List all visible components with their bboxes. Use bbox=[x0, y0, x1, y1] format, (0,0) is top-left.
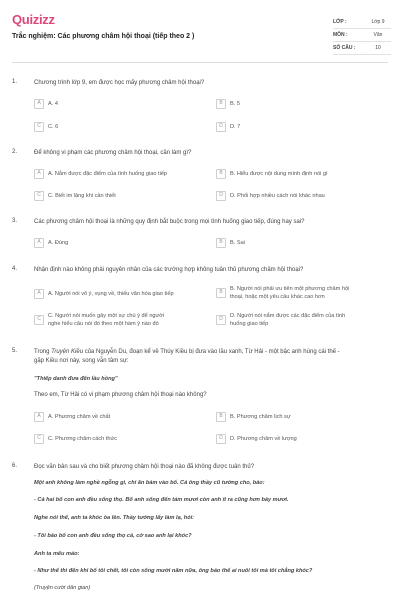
header-divider bbox=[12, 62, 388, 63]
question-2 bbox=[12, 149, 388, 205]
passage-source: (Truyện cười dân gian) bbox=[34, 585, 91, 591]
passage-line: Nghe nói thế, anh ta khóc òa lên. Thầy tướng lấy làm lạ, hỏi: bbox=[34, 515, 195, 521]
option-text: D. 7 bbox=[230, 124, 241, 130]
option-letter-box: C bbox=[34, 122, 44, 132]
meta-row-subject bbox=[333, 29, 391, 42]
option-text: D. Phương châm về lượng bbox=[230, 436, 297, 442]
question-number: 2. bbox=[12, 149, 18, 155]
option-text: C. Phương châm cách thức bbox=[48, 436, 117, 442]
option-letter-box: A bbox=[34, 289, 44, 299]
question-number: 3. bbox=[12, 218, 18, 224]
option-text-line: B. Người nói phải ưu tiên một phương châm hội bbox=[230, 286, 350, 292]
question-followup: Theo em, Từ Hải có vi phạm phương châm hội thoại nào không? bbox=[34, 392, 207, 398]
passage-line: Một anh không làm nghề ngỗng gì, chỉ ăn bám vào bố. Cả ông thầy cũ tưởng cho, bảo: bbox=[34, 480, 265, 486]
option-text: A. Phương châm về chất bbox=[48, 414, 111, 420]
option-text: C. Biết im lặng khi cần thiết bbox=[48, 193, 116, 199]
option-text bbox=[48, 312, 164, 328]
option-text: D. Phối hợp nhiều cách nói khác nhau bbox=[230, 193, 325, 199]
option-b[interactable] bbox=[216, 413, 291, 422]
option-letter-box: D bbox=[216, 434, 226, 444]
passage-line: - Tôi bảo bố con anh đều sống thọ cả, cớ sao anh lại khóc? bbox=[34, 533, 192, 539]
option-b[interactable] bbox=[216, 100, 240, 109]
option-letter-box: D bbox=[216, 122, 226, 132]
meta-value: 10 bbox=[375, 45, 381, 51]
question-5 bbox=[12, 348, 388, 454]
stem-text: gặp Kiều nơi này, song vẫn tâm sự: bbox=[34, 358, 129, 364]
option-letter-box: B bbox=[216, 288, 226, 298]
option-b[interactable] bbox=[216, 285, 349, 301]
option-text: B. Phương châm lịch sự bbox=[230, 414, 291, 420]
option-d[interactable] bbox=[216, 123, 240, 132]
meta-key: MÔN : bbox=[333, 32, 348, 38]
passage-line: Anh ta mếu máo: bbox=[34, 551, 80, 557]
question-stem: Nhận định nào không phải nguyên nhân của các trường hợp không tuân thủ phương châm hội thoại? bbox=[34, 267, 304, 273]
question-stem bbox=[34, 348, 388, 366]
option-a[interactable] bbox=[34, 290, 174, 299]
option-letter-box: D bbox=[216, 191, 226, 201]
option-text: B. Sai bbox=[230, 240, 245, 246]
option-letter-box: A bbox=[34, 99, 44, 109]
option-text-line: D. Người nói nắm được các đặc điểm của tình bbox=[230, 313, 346, 319]
quizizz-logo: Quizizz bbox=[12, 12, 55, 27]
question-3 bbox=[12, 218, 388, 254]
option-text: B. 5 bbox=[230, 101, 240, 107]
question-number: 6. bbox=[12, 463, 18, 469]
option-c[interactable] bbox=[34, 435, 117, 444]
option-a[interactable] bbox=[34, 239, 68, 248]
option-letter-box: A bbox=[34, 169, 44, 179]
passage-line: - Cả hai bố con anh đều sống thọ. Bố anh sống đến tám mươi còn anh ít ra cũng hơn bảy mươi. bbox=[34, 497, 289, 503]
meta-row-count bbox=[333, 42, 391, 55]
meta-value: Văn bbox=[373, 32, 383, 38]
option-text: A. Đúng bbox=[48, 240, 69, 246]
option-text: A. Người nói vô ý, vụng về, thiếu văn hóa giao tiếp bbox=[48, 291, 174, 297]
option-letter-box: A bbox=[34, 238, 44, 248]
option-letter-box: C bbox=[34, 434, 44, 444]
option-d[interactable] bbox=[216, 192, 325, 201]
option-letter-box: D bbox=[216, 315, 226, 325]
option-b[interactable] bbox=[216, 170, 328, 179]
option-letter-box: B bbox=[216, 169, 226, 179]
option-letter-box: B bbox=[216, 238, 226, 248]
option-c[interactable] bbox=[34, 192, 116, 201]
option-letter-box: C bbox=[34, 315, 44, 325]
question-stem: Các phương châm hội thoại là những quy định bắt buộc trong mọi tình huống giao tiếp, đúng hay sai? bbox=[34, 219, 305, 225]
option-letter-box: A bbox=[34, 412, 44, 422]
meta-value: Lớp 9 bbox=[371, 19, 385, 25]
meta-key: SỐ CÂU : bbox=[333, 45, 356, 51]
question-number: 4. bbox=[12, 266, 18, 272]
stem-text: của Nguyễn Du, đoạn kể về Thúy Kiều bị đưa vào lầu xanh, Từ Hải - một bậc anh hùng cái thế - bbox=[83, 349, 340, 355]
option-b[interactable] bbox=[216, 239, 245, 248]
option-text: C. 6 bbox=[48, 124, 59, 130]
stem-text: Trong bbox=[34, 349, 52, 355]
question-4 bbox=[12, 266, 388, 338]
option-d[interactable] bbox=[216, 312, 345, 328]
meta-row-grade bbox=[333, 16, 391, 29]
question-stem: Để không vi phạm các phương châm hội thoại, cần làm gì? bbox=[34, 150, 192, 156]
option-a[interactable] bbox=[34, 413, 110, 422]
option-text-line: thoại, hoặc một yêu cầu khác cao hơn bbox=[230, 293, 325, 300]
option-text-line: huống giao tiếp bbox=[230, 320, 269, 327]
quote-verse: "Thiếp danh đưa đến lầu hồng" bbox=[34, 376, 118, 382]
option-letter-box: C bbox=[34, 191, 44, 201]
question-number: 1. bbox=[12, 79, 18, 85]
meta-key: LỚP : bbox=[333, 19, 347, 25]
option-text-line: nghe hiểu câu nói đó theo một hàm ý nào đó bbox=[48, 320, 159, 327]
passage-line: - Như thế thì đến khi bố tôi chết, tôi còn sống mười năm nữa, ông bảo thế ai nuôi tôi mà tôi chẳng khóc? bbox=[34, 568, 313, 574]
meta-table bbox=[333, 16, 391, 55]
option-d[interactable] bbox=[216, 435, 297, 444]
document-title: Trắc nghiệm: Các phương châm hội thoại (tiếp theo 2 ) bbox=[12, 33, 195, 40]
option-text bbox=[230, 285, 349, 301]
question-stem: Đọc văn bản sau và cho biết phương châm hội thoại nào đã không được tuân thủ? bbox=[34, 464, 255, 470]
option-text: B. Hiểu được nội dung mình định nói gì bbox=[230, 171, 328, 177]
question-1 bbox=[12, 79, 388, 139]
question-stem: Chương trình lớp 9, em được học mấy phương châm hội thoại? bbox=[34, 80, 205, 86]
option-letter-box: B bbox=[216, 412, 226, 422]
stem-italic: Truyện Kiều bbox=[51, 349, 84, 355]
option-letter-box: B bbox=[216, 99, 226, 109]
option-c[interactable] bbox=[34, 312, 164, 328]
option-a[interactable] bbox=[34, 100, 58, 109]
question-number: 5. bbox=[12, 348, 18, 354]
option-text: A. Nắm được đặc điểm của tình huống giao tiếp bbox=[48, 171, 168, 177]
option-text-line: C. Người nói muốn gây một sự chú ý để người bbox=[48, 313, 165, 319]
option-c[interactable] bbox=[34, 123, 58, 132]
option-a[interactable] bbox=[34, 170, 167, 179]
option-text: A. 4 bbox=[48, 101, 58, 107]
option-text bbox=[230, 312, 345, 328]
